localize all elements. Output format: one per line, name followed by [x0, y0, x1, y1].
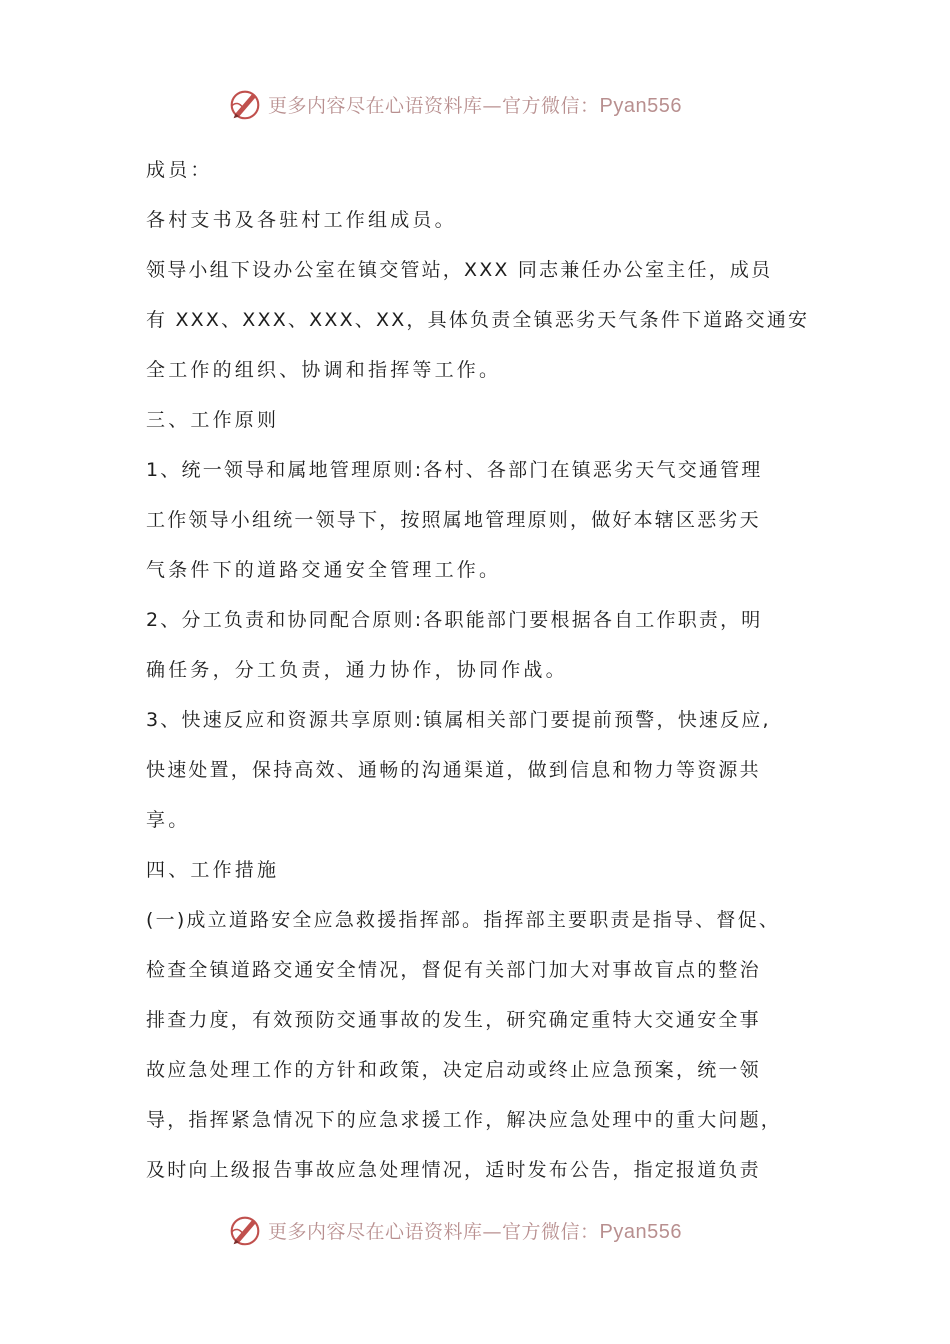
text-line: 2、分工负责和协同配合原则:各职能部门要根据各自工作职责，明: [146, 609, 763, 631]
header-watermark-banner: [226, 84, 746, 124]
text-line: 1、统一领导和属地管理原则:各村、各部门在镇恶劣天气交通管理: [146, 459, 763, 481]
banner-text-cn: 更多内容尽在心语资料库—官方微信：: [268, 94, 600, 117]
text-line: 有 XXX、XXX、XXX、XX，具体负责全镇恶劣天气条件下道路交通安: [146, 309, 810, 331]
text-line: 导，指挥紧急情况下的应急求援工作，解决应急处理中的重大问题，: [146, 1109, 783, 1131]
text-line: 享。: [146, 809, 191, 831]
banner-text: [268, 91, 682, 118]
text-line: 排查力度，有效预防交通事故的发生，研究确定重特大交通安全事: [146, 1009, 761, 1031]
text-line: 故应急处理工作的方针和政策，决定启动或终止应急预案，统一领: [146, 1059, 761, 1081]
text-line: (一)成立道路安全应急救援指挥部。指挥部主要职责是指导、督促、: [146, 909, 781, 931]
footer-watermark-banner: [226, 1210, 746, 1250]
section-heading: 四、工作措施: [146, 859, 280, 881]
banner-text-cn: 更多内容尽在心语资料库—官方微信：: [268, 1220, 600, 1243]
pen-seal-icon: [226, 85, 264, 123]
pen-seal-icon: [226, 1211, 264, 1249]
document-body: [146, 150, 826, 1200]
text-line: 气条件下的道路交通安全管理工作。: [146, 559, 502, 581]
text-line: 成员：: [146, 159, 213, 181]
banner-wechat-id: Pyan556: [599, 94, 682, 117]
text-line: 工作领导小组统一领导下，按照属地管理原则，做好本辖区恶劣天: [146, 509, 761, 531]
banner-wechat-id: Pyan556: [599, 1220, 682, 1243]
text-line: 检查全镇道路交通安全情况，督促有关部门加大对事故盲点的整治: [146, 959, 761, 981]
text-line: 各村支书及各驻村工作组成员。: [146, 209, 457, 231]
text-line: 确任务，分工负责，通力协作，协同作战。: [146, 659, 568, 681]
section-heading: 三、工作原则: [146, 409, 280, 431]
text-line: 及时向上级报告事故应急处理情况，适时发布公告，指定报道负责: [146, 1159, 761, 1181]
banner-text: [268, 1217, 682, 1244]
text-line: 快速处置，保持高效、通畅的沟通渠道，做到信息和物力等资源共: [146, 759, 761, 781]
text-line: 领导小组下设办公室在镇交管站，XXX 同志兼任办公室主任，成员: [146, 259, 773, 281]
text-line: 3、快速反应和资源共享原则:镇属相关部门要提前预警，快速反应,: [146, 709, 771, 731]
text-line: 全工作的组织、协调和指挥等工作。: [146, 359, 502, 381]
